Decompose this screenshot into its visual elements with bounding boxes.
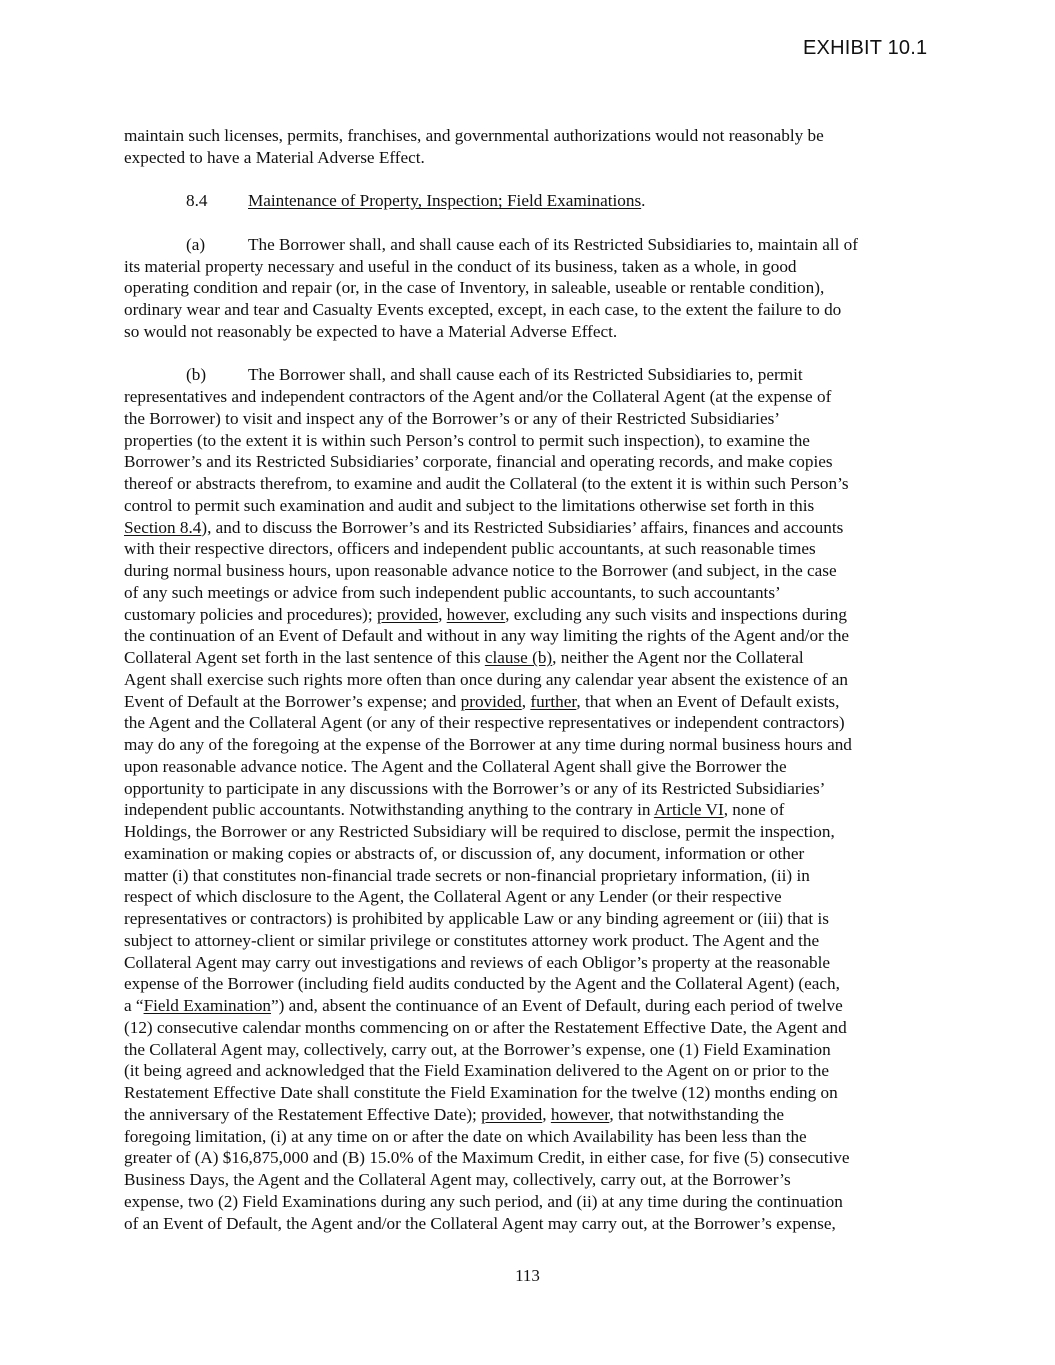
defined-term: however (550, 1104, 610, 1124)
continuation-paragraph (124, 125, 944, 169)
text-span: the anniversary of the Restatement Effective Date); (124, 1104, 482, 1124)
text-line: respect of which disclosure to the Agent, the Collateral Agent or any Lender (or their respective (124, 887, 782, 907)
defined-term: provided (460, 691, 522, 711)
text-line (124, 995, 944, 1017)
text-line: matter (i) that constitutes non-financial trade secrets or non-financial proprietary information, (ii) in (124, 865, 810, 885)
exhibit-label: EXHIBIT 10.1 (803, 37, 928, 59)
defined-term: however (446, 604, 506, 624)
text-span: The Borrower shall, and shall cause each of its Restricted Subsidiaries to, permit (248, 365, 803, 385)
text-line: expected to have a Material Adverse Effect. (124, 147, 425, 167)
text-line (124, 364, 944, 386)
article-reference-link[interactable]: Article VI (653, 800, 724, 820)
text-line: Business Days, the Agent and the Collateral Agent may, collectively, carry out, at the Borrower’s (124, 1170, 791, 1189)
text-span: ), and to discuss the Borrower’s and its Restricted Subsidiaries’ affairs, finances and accounts (201, 517, 844, 537)
text-line (124, 691, 944, 713)
section-reference-link[interactable]: Section 8.4 (124, 517, 202, 537)
defined-term: further (530, 691, 577, 711)
text-line: (it being agreed and acknowledged that the Field Examination delivered to the Agent on or prior to the (124, 1061, 829, 1081)
text-line: ordinary wear and tear and Casualty Events excepted, except, in each case, to the extent the failure to do (124, 300, 842, 319)
text-line: the continuation of an Event of Default and without in any way limiting the rights of the Agent and/or the (124, 626, 850, 646)
text-span: , (521, 691, 531, 711)
text-span: The Borrower shall, and shall cause each of its Restricted Subsidiaries to, maintain all of (248, 234, 858, 254)
text-span: , that notwithstanding the (609, 1104, 785, 1124)
text-line: foregoing limitation, (i) at any time on or after the date on which Availability has been less than the (124, 1126, 807, 1146)
text-span: , that when an Event of Default exists, (576, 691, 840, 711)
defined-term: provided (376, 604, 439, 624)
text-line (124, 647, 944, 669)
text-line: opportunity to participate in any discussions with the Borrower’s or any of its Restricted Subsidiaries’ (124, 778, 826, 798)
text-line: so would not reasonably be expected to have a Material Adverse Effect. (124, 321, 618, 341)
section-title: Maintenance of Property, Inspection; Field Examinations (248, 191, 642, 211)
section-title-suffix: . (641, 191, 646, 211)
text-line (124, 517, 944, 539)
text-line: expense of the Borrower (including field audits conducted by the Agent and the Collateral Agent) (each, (124, 974, 840, 994)
text-line: with their respective directors, officers and independent public accountants, at such reasonable times (124, 539, 816, 559)
clause-a-label: (a) (186, 234, 206, 254)
clause-b-paragraph (124, 364, 944, 1234)
text-line: expense, two (2) Field Examinations during any such period, and (ii) at any time during the continuation (124, 1191, 843, 1211)
text-line: representatives or contractors) is prohibited by applicable Law or any binding agreement or (iii) that is (124, 909, 829, 928)
text-span: , excluding any such visits and inspections during (505, 604, 847, 624)
text-line: of any such meetings or advice from such independent public accountants, to such accountants’ (124, 582, 781, 602)
clause-a-paragraph (124, 234, 944, 343)
text-line: the Borrower) to visit and inspect any of the Borrower’s or any of their Restricted Subsidiaries’ (124, 408, 780, 428)
text-line: maintain such licenses, permits, franchises, and governmental authorizations would not reasonably be (124, 126, 824, 145)
text-line: Borrower’s and its Restricted Subsidiaries’ corporate, financial and operating records, and make copies (124, 452, 833, 472)
text-span: Event of Default at the Borrower’s expense; and (124, 691, 461, 711)
text-span: , (438, 604, 447, 624)
text-line: during normal business hours, upon reasonable advance notice to the Borrower (and subject, in the case (124, 561, 837, 580)
defined-term: Field Examination (143, 996, 272, 1015)
text-line: thereof or abstracts therefrom, to examine and audit the Collateral (to the extent it is within such Person’s (124, 474, 849, 493)
text-line: Holdings, the Borrower or any Restricted Subsidiary will be required to disclose, permit the inspection, (124, 822, 835, 841)
text-line (124, 1104, 944, 1126)
text-span: , none of (723, 800, 785, 820)
text-span: independent public accountants. Notwithstanding anything to the contrary in (124, 800, 654, 820)
section-number: 8.4 (186, 191, 208, 211)
text-line: operating condition and repair (or, in the case of Inventory, in saleable, useable or rentable condition), (124, 278, 825, 298)
text-span: customary policies and procedures); (124, 604, 377, 624)
text-line: the Collateral Agent may, collectively, carry out, at the Borrower’s expense, one (1) Field Examination (124, 1039, 831, 1059)
text-span: , (542, 1104, 551, 1124)
text-span: a “ (124, 996, 144, 1015)
text-line: representatives and independent contractors of the Agent and/or the Collateral Agent (at the expense of (124, 387, 832, 406)
text-line: Agent shall exercise such rights more often than once during any calendar year absent the existence of an (124, 669, 848, 689)
section-heading (124, 190, 944, 212)
text-line: Restatement Effective Date shall constitute the Field Examination for the twelve (12) months ending on (124, 1083, 838, 1102)
defined-term: provided (481, 1104, 543, 1124)
text-line: (12) consecutive calendar months commencing on or after the Restatement Effective Date, the Agent and (124, 1017, 847, 1037)
text-line: control to permit such examination and audit and subject to the limitations otherwise set forth in this (124, 495, 815, 515)
clause-reference-link[interactable]: clause (b) (484, 648, 553, 667)
text-span: ”) and, absent the continuance of an Event of Default, during each period of twelve (271, 996, 843, 1015)
text-span: , neither the Agent nor the Collateral (552, 648, 804, 667)
text-line: examination or making copies or abstracts of, or discussion of, any document, information or other (124, 843, 805, 863)
text-line: its material property necessary and useful in the conduct of its business, taken as a whole, in good (124, 256, 797, 276)
text-span: Collateral Agent set forth in the last sentence of this (124, 648, 485, 667)
text-line: properties (to the extent it is within such Person’s control to permit such inspection), to examine the (124, 430, 810, 450)
text-line: subject to attorney-client or similar privilege or constitutes attorney work product. The Agent and the (124, 930, 820, 950)
text-line: Collateral Agent may carry out investigations and reviews of each Obligor’s property at the reasonable (124, 952, 831, 972)
text-line: may do any of the foregoing at the expense of the Borrower at any time during normal business hours and (124, 735, 852, 754)
text-line (124, 604, 944, 626)
text-line: of an Event of Default, the Agent and/or the Collateral Agent may carry out, at the Borrower’s expense, (124, 1213, 836, 1233)
text-line: upon reasonable advance notice. The Agent and the Collateral Agent shall give the Borrower the (124, 756, 787, 776)
page-number: 113 (515, 1266, 540, 1285)
text-line: the Agent and the Collateral Agent (or any of their respective representatives or independent contractors) (124, 713, 845, 733)
clause-b-label: (b) (186, 365, 207, 385)
text-line (124, 234, 944, 256)
document-body (124, 125, 944, 1234)
text-line: greater of (A) $16,875,000 and (B) 15.0% of the Maximum Credit, in either case, for five (5) consecutive (124, 1148, 850, 1168)
text-line (124, 799, 944, 821)
